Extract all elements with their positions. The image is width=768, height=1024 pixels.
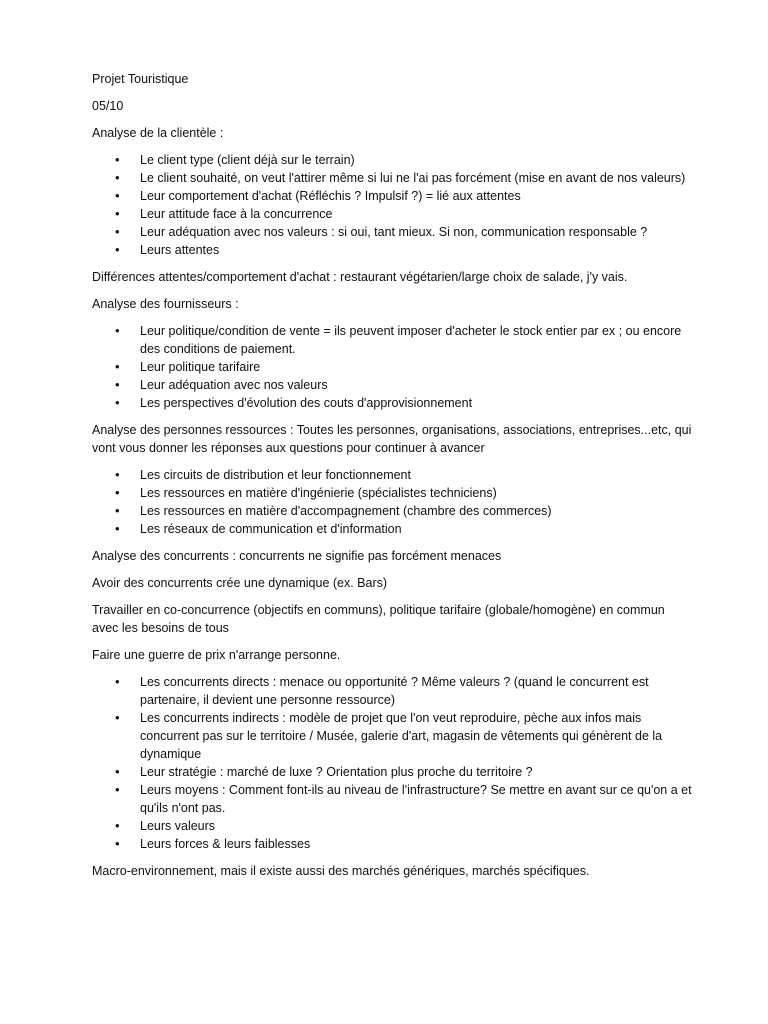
list-item: • Les concurrents indirects : modèle de projet que l'on veut reproduire, pèche aux infos mais concurrent pas sur le territoire / Musée, galerie d'art, magasin de vêtements qui génèrent de la dynamique [92, 709, 692, 763]
heading-personnes-ressources: Analyse des personnes ressources : Toutes les personnes, organisations, associations, entreprises...etc, qui vont vous donner les réponses aux questions pour continuer à avancer [92, 423, 692, 455]
paragraph-macro-environnement: Macro-environnement, mais il existe aussi des marchés génériques, marchés spécifiques. [92, 864, 590, 878]
list-personnes-ressources [92, 466, 692, 538]
list-item: • Leur adéquation avec nos valeurs [92, 376, 692, 394]
paragraph-dynamique: Avoir des concurrents crée une dynamique (ex. Bars) [92, 576, 388, 590]
list-concurrents [92, 673, 692, 853]
paragraph-concurrents: Analyse des concurrents : concurrents ne signifie pas forcément menaces [92, 549, 502, 563]
list-item: • Leurs moyens : Comment font-ils au niveau de l'infrastructure? Se mettre en avant sur ce qu'on a et qu'ils n'ont pas. [92, 781, 692, 817]
list-item: • Le client type (client déjà sur le terrain) [92, 151, 692, 169]
list-item: • Leur attitude face à la concurrence [92, 205, 692, 223]
heading-clientele: Analyse de la clientèle : [92, 126, 224, 140]
list-item: • Leur stratégie : marché de luxe ? Orientation plus proche du territoire ? [92, 763, 692, 781]
paragraph-co-concurrence: Travailler en co-concurrence (objectifs en communs), politique tarifaire (globale/homogène) en commun avec les besoins de tous [92, 603, 665, 635]
list-item: • Les réseaux de communication et d'information [92, 520, 692, 538]
list-item: • Les circuits de distribution et leur fonctionnement [92, 466, 692, 484]
document-title: Projet Touristique [92, 72, 189, 86]
list-item: • Leur politique tarifaire [92, 358, 692, 376]
list-item: • Les ressources en matière d'accompagnement (chambre des commerces) [92, 502, 692, 520]
list-item: • Leurs valeurs [92, 817, 692, 835]
list-fournisseurs [92, 322, 692, 412]
list-item: • Les ressources en matière d'ingénierie (spécialistes techniciens) [92, 484, 692, 502]
paragraph-guerre-prix: Faire une guerre de prix n'arrange personne. [92, 648, 341, 662]
list-item: • Leurs attentes [92, 241, 692, 259]
list-item: • Les perspectives d'évolution des couts d'approvisionnement [92, 394, 692, 412]
list-item: • Le client souhaité, on veut l'attirer même si lui ne l'ai pas forcément (mise en avant de nos valeurs) [92, 169, 692, 187]
list-item: • Leur politique/condition de vente = ils peuvent imposer d'acheter le stock entier par ex ; ou encore des conditions de paiement. [92, 322, 692, 358]
list-item: • Leur adéquation avec nos valeurs : si oui, tant mieux. Si non, communication responsable ? [92, 223, 692, 241]
list-clientele [92, 151, 692, 259]
heading-fournisseurs: Analyse des fournisseurs : [92, 297, 239, 311]
list-item: • Leur comportement d'achat (Réfléchis ? Impulsif ?) = lié aux attentes [92, 187, 692, 205]
document-page [92, 70, 692, 889]
list-item: • Les concurrents directs : menace ou opportunité ? Même valeurs ? (quand le concurrent est partenaire, il devient une personne ressource) [92, 673, 692, 709]
list-item: • Leurs forces & leurs faiblesses [92, 835, 692, 853]
paragraph-differences: Différences attentes/comportement d'achat : restaurant végétarien/large choix de salade, j'y vais. [92, 270, 628, 284]
document-date: 05/10 [92, 99, 124, 113]
